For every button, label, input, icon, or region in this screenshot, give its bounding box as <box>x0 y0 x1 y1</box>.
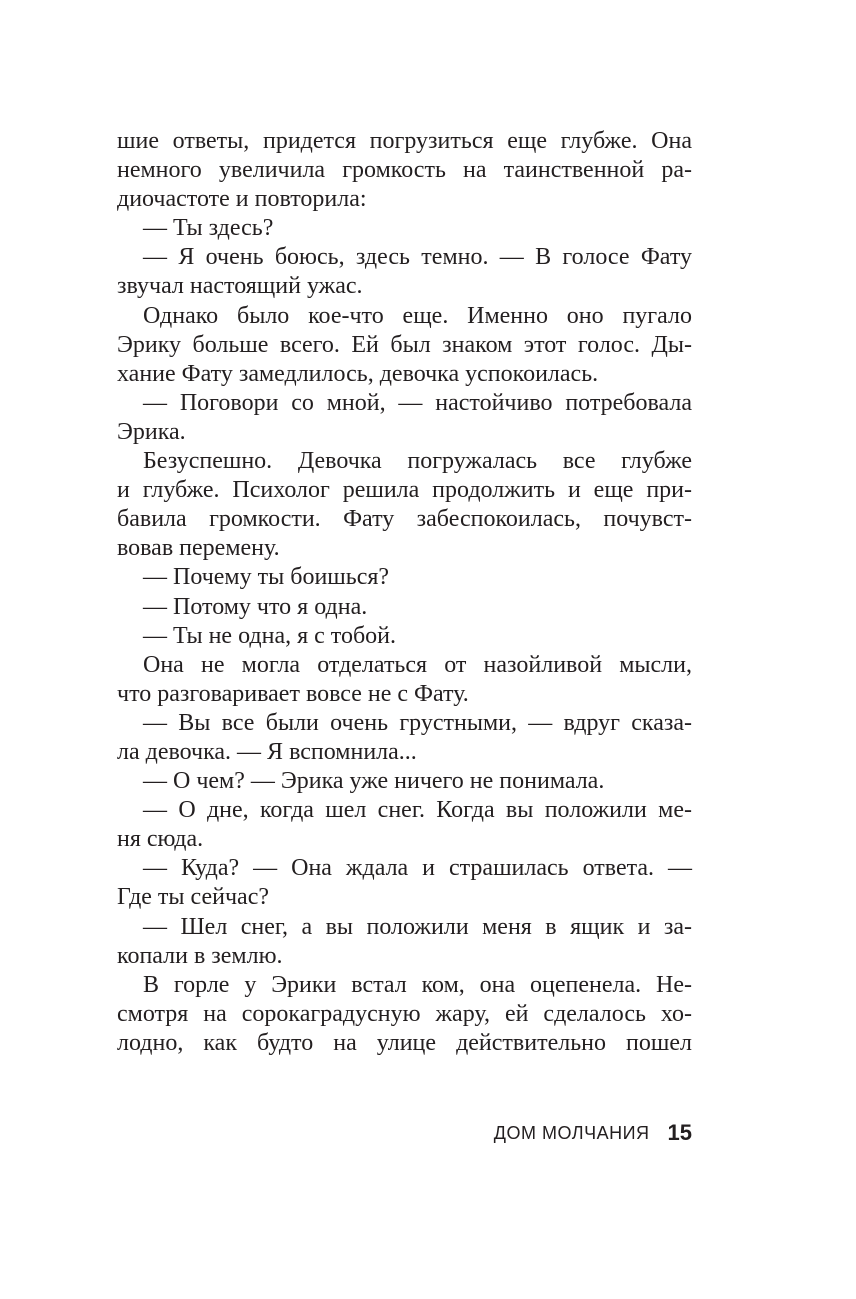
text-line: ла девочка. — Я вспомнила... <box>117 738 417 765</box>
text-line: немного увеличила громкость на таинственной ра- <box>117 157 692 184</box>
text-line: смотря на сорокаградусную жару, ей сделалось хо- <box>117 1000 692 1027</box>
body-text <box>117 127 692 1058</box>
text-line: — Вы все были очень грустными, — вдруг сказа- <box>143 709 692 736</box>
running-title: ДОМ МОЛЧАНИЯ <box>493 1122 650 1143</box>
text-line: — Куда? — Она ждала и страшилась ответа. — <box>143 855 692 882</box>
text-line: Эрика. <box>117 418 186 445</box>
text-line: диочастоте и повторила: <box>117 186 367 213</box>
text-line: Где ты сейчас? <box>117 884 270 911</box>
text-line: шие ответы, придется погрузиться еще глубже. Она <box>117 128 692 154</box>
page-number: 15 <box>667 1120 692 1145</box>
text-line: Она не могла отделаться от назойливой мысли, <box>143 651 692 678</box>
text-line: — О чем? — Эрика уже ничего не понимала. <box>143 768 605 795</box>
text-line: Однако было кое-что еще. Именно оно пугало <box>143 302 692 329</box>
text-line: Эрику больше всего. Ей был знаком этот голос. Ды- <box>117 331 692 358</box>
text-line: В горле у Эрики встал ком, она оцепенела. Не- <box>143 971 692 998</box>
text-line: лодно, как будто на улице действительно пошел <box>117 1029 692 1056</box>
text-line: — Ты здесь? <box>143 215 274 242</box>
text-line: — Я очень боюсь, здесь темно. — В голосе Фату <box>143 244 692 271</box>
page-footer <box>117 1120 692 1146</box>
text-line: и глубже. Психолог решила продолжить и еще при- <box>117 477 692 504</box>
text-line: вовав перемену. <box>117 535 280 562</box>
text-line: — Ты не одна, я с тобой. <box>143 622 397 649</box>
text-line: копали в землю. <box>117 942 283 969</box>
text-line: Безуспешно. Девочка погружалась все глубже <box>143 448 692 475</box>
text-line: звучал настоящий ужас. <box>117 273 363 300</box>
text-line: — О дне, когда шел снег. Когда вы положили ме- <box>143 797 692 824</box>
text-line: — Почему ты боишься? <box>143 564 390 591</box>
text-line: ня сюда. <box>117 826 204 853</box>
text-line: — Шел снег, а вы положили меня в ящик и за- <box>143 913 692 940</box>
text-line: — Потому что я одна. <box>143 593 368 620</box>
text-line: — Поговори со мной, — настойчиво потребовала <box>143 389 692 416</box>
text-line: хание Фату замедлилось, девочка успокоилась. <box>117 360 599 387</box>
text-line: что разговаривает вовсе не с Фату. <box>117 680 469 707</box>
text-line: бавила громкости. Фату забеспокоилась, почувст- <box>117 506 692 533</box>
